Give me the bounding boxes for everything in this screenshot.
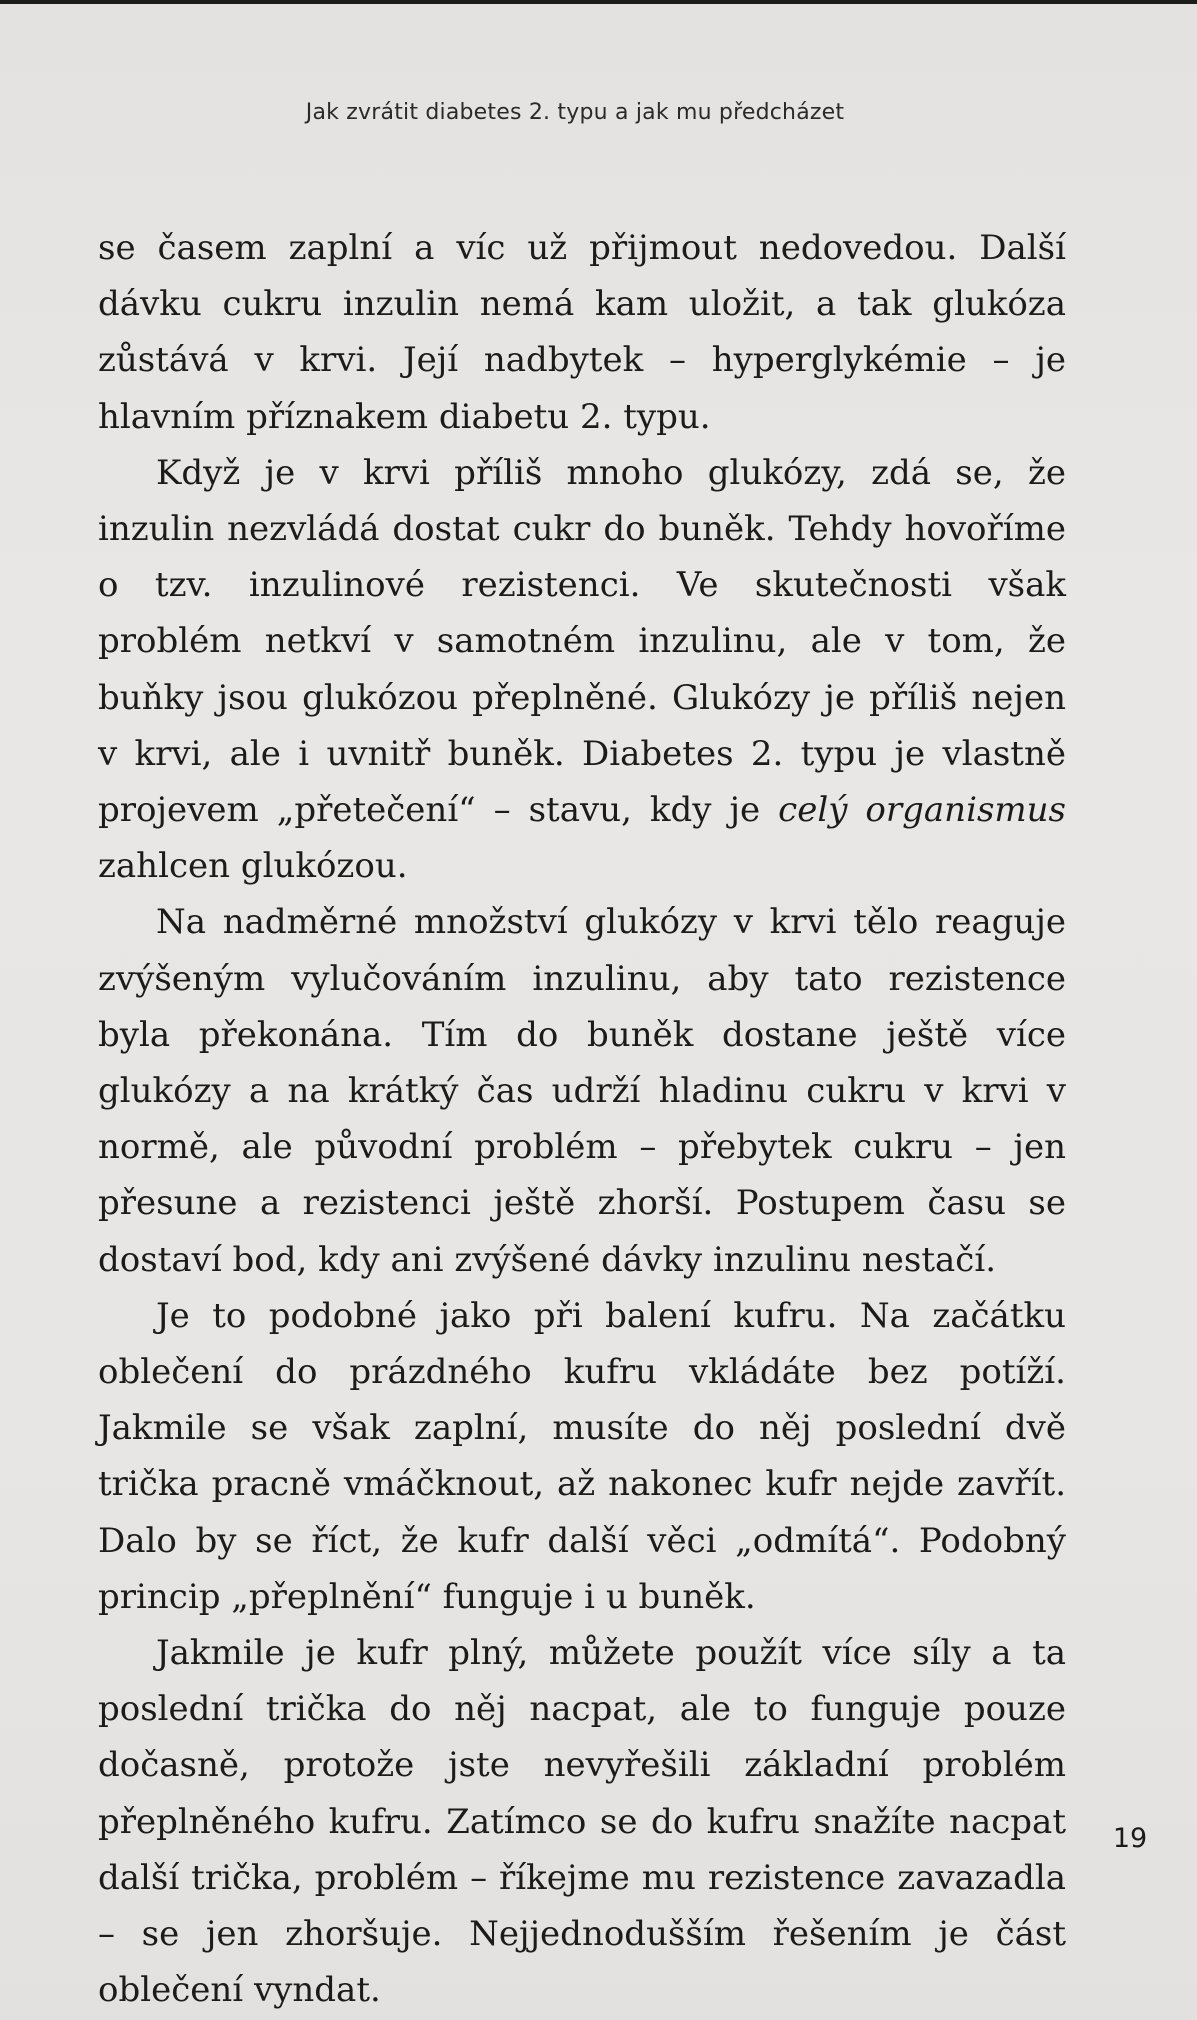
paragraph-text: Když je v krvi příliš mnoho glukózy, zdá se, že inzulin nezvládá dostat cukr do buněk. Tehdy hovoříme o tzv. inzulinové rezistenci. Ve skutečnosti však problém netkví v samotném inzulinu, ale v tom, že buňky jsou glukózou přeplněné. Glukózy je příliš nejen v krvi, ale i uvnitř buněk. Diabetes 2. typu je vlastně projevem „přetečení“ – stavu, kdy je [98,452,1066,831]
paragraph-insulin-resistance [98,445,1066,895]
emphasis-text: celý organismus [778,790,1066,831]
paragraph-suitcase-solution [98,1625,1066,2018]
paragraph-text: Jakmile je kufr plný, můžete použít více síly a ta poslední trička do něj nacpat, ale to funguje pouze dočasně, protože jste nevyřešili základní problém přeplněného kufru. Zatímco se do kufru snažíte nacpat další trička, problém – říkejme mu rezistence zavazadla – se jen zhoršuje. Nejjednodušším řešením je část oblečení vyndat. [98,1633,1066,2011]
paragraph-text: Je to podobné jako při balení kufru. Na začátku oblečení do prázdného kufru vkládáte bez potíží. Jakmile se však zaplní, musíte do něj poslední dvě trička pracně vmáčknout, až nakonec kufr nejde zavřít. Dalo by se říct, že kufr další věci „odmítá“. Podobný princip „přeplnění“ funguje i u buněk. [98,1295,1066,1617]
paragraph-text: se časem zaplní a víc už přijmout nedovedou. Další dávku cukru inzulin nemá kam uložit, a tak glukóza zůstává v krvi. Její nadbytek – hyperglykémie – je hlavním příznakem diabetu 2. typu. [98,228,1066,437]
running-head: Jak zvrátit diabetes 2. typu a jak mu předcházet [305,100,845,125]
paragraph-text: Na nadměrné množství glukózy v krvi tělo reaguje zvýšeným vylučováním inzulinu, aby tato rezistence byla překonána. Tím do buněk dostane ještě více glukózy a na krátký čas udrží hladinu cukru v krvi v normě, ale původní problém – přebytek cukru – jen přesune a rezistenci ještě zhorší. Postupem času se dostaví bod, kdy ani zvýšené dávky inzulinu nestačí. [98,902,1066,1280]
page-number: 19 [1112,1823,1148,1854]
paragraph-insulin-response [98,894,1066,1287]
body-text [98,220,1066,2019]
page-top-edge [0,0,1197,4]
paragraph-continued [98,220,1066,445]
paragraph-suitcase-analogy [98,1288,1066,1625]
paragraph-text: zahlcen glukózou. [98,846,408,887]
